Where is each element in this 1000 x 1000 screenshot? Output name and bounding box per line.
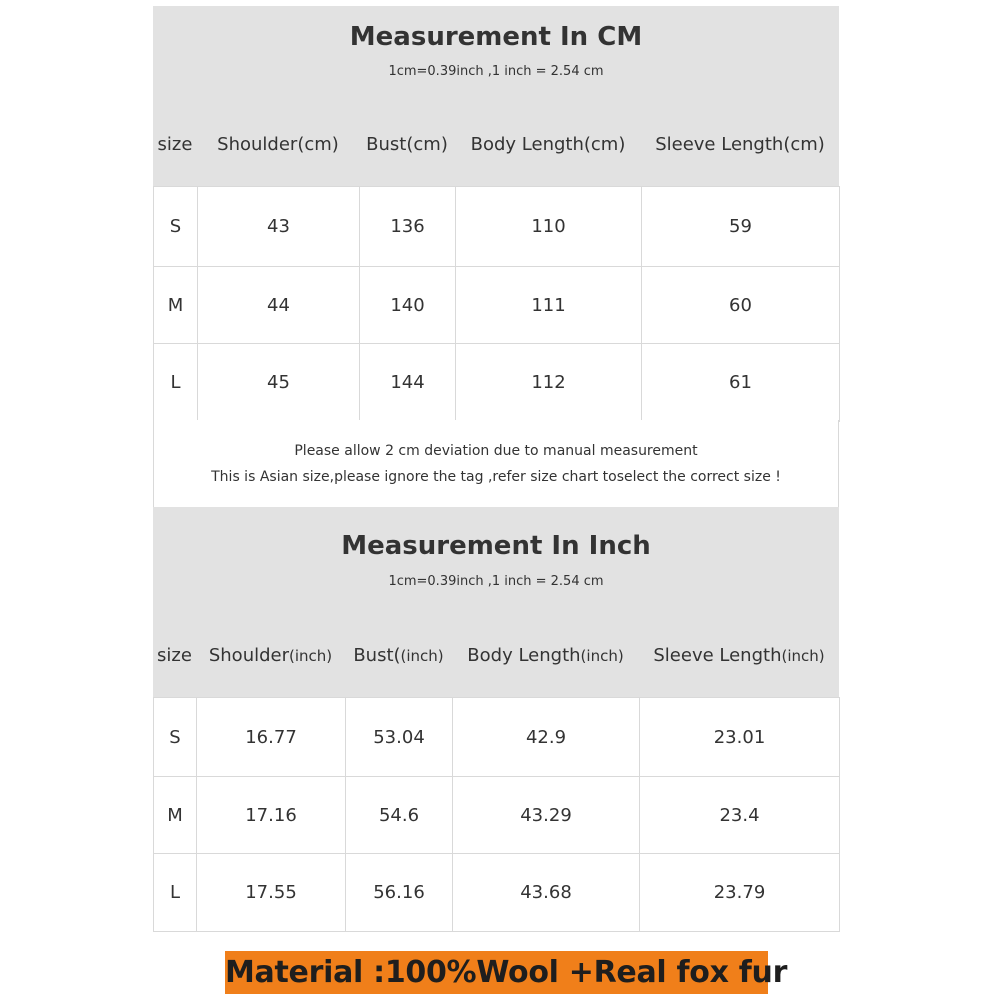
inch-header-block — [153, 507, 839, 697]
inch-conversion-note: 1cm=0.39inch ,1 inch = 2.54 cm — [388, 574, 604, 589]
body-length-cell: 112 — [456, 344, 642, 422]
bust-cell: 140 — [360, 267, 456, 344]
size-cell: M — [154, 777, 197, 854]
cm-column-headers — [153, 125, 839, 165]
inch-header-shoulder: Shoulder(inch) — [208, 645, 333, 666]
size-cell: L — [154, 344, 198, 422]
sleeve-length-cell: 60 — [642, 267, 840, 344]
body-length-cell: 110 — [456, 187, 642, 267]
body-length-cell: 43.29 — [453, 777, 640, 854]
sleeve-length-cell: 23.79 — [640, 854, 840, 932]
inch-header-size: size — [157, 645, 192, 666]
cm-size-table — [153, 186, 840, 422]
inch-size-chart — [153, 507, 839, 931]
cm-header-block — [153, 6, 839, 186]
shoulder-cell: 43 — [198, 187, 360, 267]
shoulder-cell: 16.77 — [197, 698, 346, 777]
shoulder-cell: 17.55 — [197, 854, 346, 932]
inch-size-table — [153, 697, 840, 932]
table-row — [154, 267, 840, 344]
size-cell: S — [154, 698, 197, 777]
measurement-notes — [153, 420, 839, 507]
cm-header-sleeve-length: Sleeve Length(cm) — [655, 134, 825, 155]
inch-header-sleeve-length: Sleeve Length(inch) — [653, 645, 825, 666]
sleeve-length-cell: 23.01 — [640, 698, 840, 777]
bust-cell: 136 — [360, 187, 456, 267]
cm-header-bust: Bust(cm) — [366, 134, 448, 155]
body-length-cell: 111 — [456, 267, 642, 344]
cm-chart-title: Measurement In CM — [349, 22, 643, 52]
table-row — [154, 344, 840, 422]
size-cell: M — [154, 267, 198, 344]
body-length-cell: 43.68 — [453, 854, 640, 932]
table-row — [154, 777, 840, 854]
shoulder-cell: 45 — [198, 344, 360, 422]
size-cell: S — [154, 187, 198, 267]
inch-chart-title: Measurement In Inch — [341, 531, 651, 561]
sleeve-length-cell: 59 — [642, 187, 840, 267]
bust-cell: 144 — [360, 344, 456, 422]
material-banner: Material :100%Wool +Real fox fur — [225, 951, 768, 994]
deviation-note: Please allow 2 cm deviation due to manual measurement — [294, 443, 698, 459]
cm-header-size: size — [157, 134, 193, 155]
size-cell: L — [154, 854, 197, 932]
body-length-cell: 42.9 — [453, 698, 640, 777]
shoulder-cell: 44 — [198, 267, 360, 344]
shoulder-cell: 17.16 — [197, 777, 346, 854]
table-row — [154, 187, 840, 267]
table-row — [154, 854, 840, 932]
bust-cell: 56.16 — [346, 854, 453, 932]
bust-cell: 54.6 — [346, 777, 453, 854]
bust-cell: 53.04 — [346, 698, 453, 777]
table-row — [154, 698, 840, 777]
cm-header-shoulder: Shoulder(cm) — [217, 134, 339, 155]
inch-column-headers — [153, 636, 839, 676]
cm-size-chart — [153, 6, 839, 420]
sleeve-length-cell: 23.4 — [640, 777, 840, 854]
inch-header-body-length: Body Length(inch) — [467, 645, 624, 666]
cm-header-body-length: Body Length(cm) — [470, 134, 626, 155]
inch-header-bust: Bust((inch) — [353, 645, 444, 666]
cm-conversion-note: 1cm=0.39inch ,1 inch = 2.54 cm — [388, 64, 604, 79]
asian-size-note: This is Asian size,please ignore the tag ,refer size chart toselect the correct size ! — [211, 469, 781, 485]
sleeve-length-cell: 61 — [642, 344, 840, 422]
